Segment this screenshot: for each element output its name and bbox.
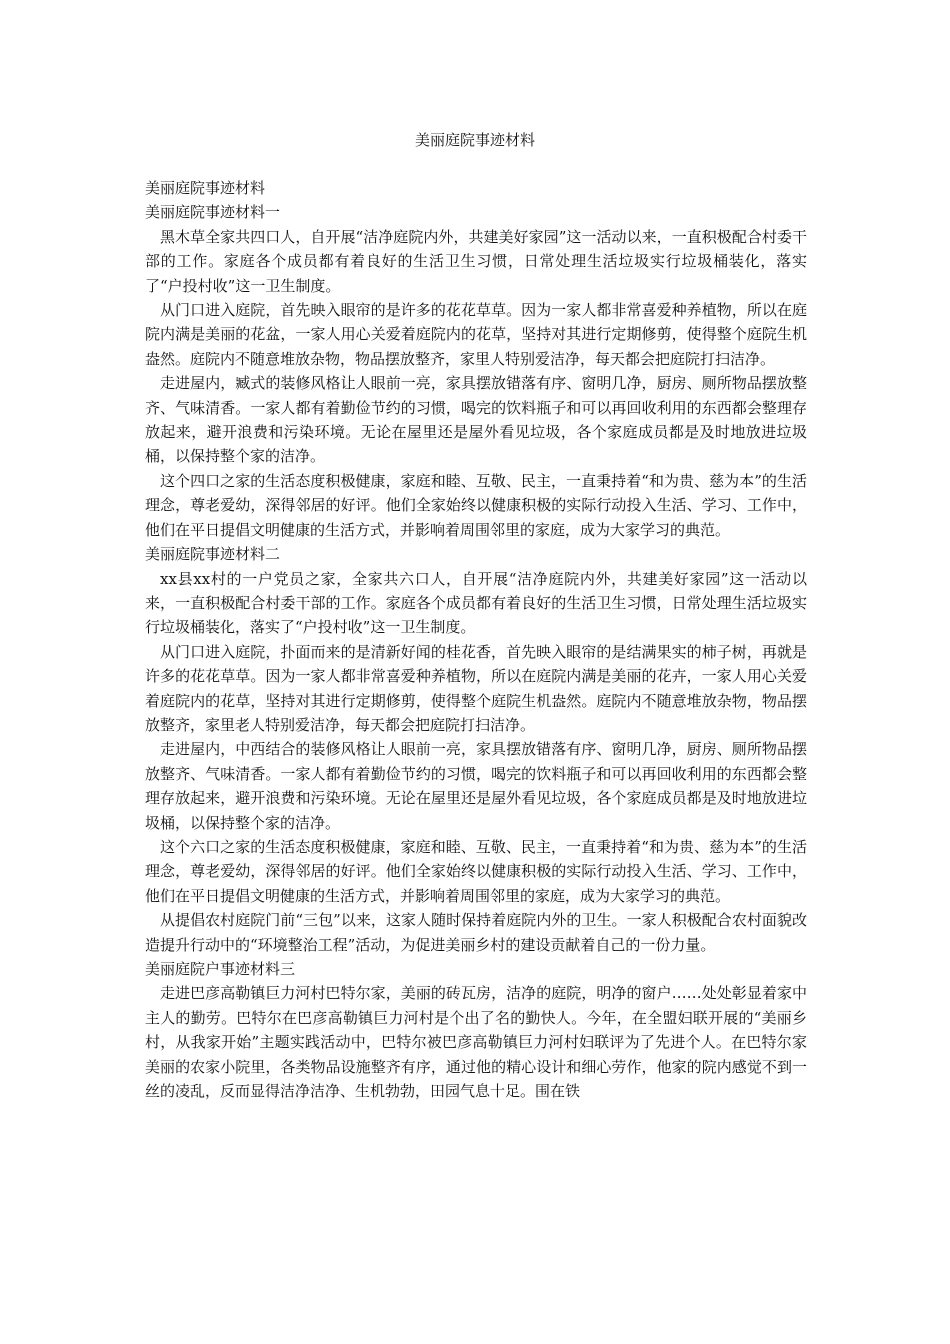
section-1-paragraph: 黑木草全家共四口人，自开展“洁净庭院内外，共建美好家园”这一活动以来，一直积极配合村委干部的工作。家庭各个成员都有着良好的生活卫生习惯，日常处理生活垃圾实行垃圾桶装化，落实了“户投村收”这一卫生制度。	[145, 227, 807, 295]
section-2-paragraph: 走进屋内，中西结合的装修风格让人眼前一亮，家具摆放错落有序、窗明几净，厨房、厕所物品摆放整齐、气味清香。一家人都有着勤俭节约的习惯，喝完的饮料瓶子和可以再回收利用的东西都会整理存放起来，避开浪费和污染环境。无论在屋里还是屋外看见垃圾，各个家庭成员都是及时地放进垃圾桶，以保持整个家的洁净。	[145, 740, 807, 832]
section-2-paragraph: 从提倡农村庭院门前“三包”以来，这家人随时保持着庭院内外的卫生。一家人积极配合农村面貌改造提升行动中的“环境整治工程”活动，为促进美丽乡村的建设贡献着自己的一份力量。	[145, 911, 807, 954]
section-heading-2: 美丽庭院事迹材料二	[145, 545, 281, 564]
section-2-paragraph: 从门口进入庭院，扑面而来的是清新好闻的桂花香，首先映入眼帘的是结满果实的柿子树，再就是许多的花花草草。因为一家人都非常喜爱种养植物，所以在庭院内满是美丽的花卉，一家人用心关爱着庭院内的花草，坚持对其进行定期修剪，使得整个庭院生机盎然。庭院内不随意堆放杂物，物品摆放整齐，家里老人特别爱洁净，每天都会把庭院打扫洁净。	[145, 642, 807, 734]
section-2-paragraph: xx县xx村的一户党员之家，全家共六口人，自开展“洁净庭院内外，共建美好家园”这一活动以来，一直积极配合村委干部的工作。家庭各个成员都有着良好的生活卫生习惯，日常处理生活垃圾实行垃圾桶装化，落实了“户投村收”这一卫生制度。	[145, 569, 807, 637]
document-body	[145, 176, 807, 1103]
section-heading-1: 美丽庭院事迹材料一	[145, 203, 281, 222]
section-3-paragraph: 走进巴彦高勒镇巨力河村巴特尔家，美丽的砖瓦房，洁净的庭院，明净的窗户……处处彰显着家中主人的勤劳。巴特尔在巴彦高勒镇巨力河村是个出了名的勤快人。今年，在全盟妇联开展的“美丽乡村，从我家开始”主题实践活动中，巴特尔被巴彦高勒镇巨力河村妇联评为了先进个人。在巴特尔家美丽的农家小院里，各类物品设施整齐有序，通过他的精心设计和细心劳作，他家的院内感觉不到一丝的凌乱，反而显得洁净洁净、生机勃勃，田园气息十足。围在铁	[145, 984, 807, 1101]
section-1-paragraph: 从门口进入庭院，首先映入眼帘的是许多的花花草草。因为一家人都非常喜爱种养植物，所以在庭院内满是美丽的花盆，一家人用心关爱着庭院内的花草，坚持对其进行定期修剪，使得整个庭院生机盎然。庭院内不随意堆放杂物，物品摆放整齐，家里人特别爱洁净，每天都会把庭院打扫洁净。	[145, 301, 807, 368]
document-title: 美丽庭院事迹材料	[414, 131, 535, 149]
section-1-paragraph: 走进屋内，臧式的装修风格让人眼前一亮，家具摆放错落有序、窗明几净，厨房、厕所物品摆放整齐、气味清香。一家人都有着勤俭节约的习惯，喝完的饮料瓶子和可以再回收利用的东西都会整理存放起来，避开浪费和污染环境。无论在屋里还是屋外看见垃圾，各个家庭成员都是及时地放进垃圾桶，以保持整个家的洁净。	[145, 374, 807, 466]
section-2-paragraph: 这个六口之家的生活态度积极健康，家庭和睦、互敬、民主，一直秉持着“和为贵、慈为本”的生活理念，尊老爱幼，深得邻居的好评。他们全家始终以健康积极的实际行动投入生活、学习、工作中，他们在平日提倡文明健康的生活方式，并影响着周围邻里的家庭，成为大家学习的典范。	[145, 837, 807, 905]
section-heading-3: 美丽庭院户事迹材料三	[145, 960, 296, 978]
section-1-paragraph: 这个四口之家的生活态度积极健康，家庭和睦、互敬、民主，一直秉持着“和为贵、慈为本”的生活理念，尊老爱幼，深得邻居的好评。他们全家始终以健康积极的实际行动投入生活、学习、工作中，他们在平日提倡文明健康的生活方式，并影响着周围邻里的家庭，成为大家学习的典范。	[145, 471, 807, 539]
document-heading: 美丽庭院事迹材料	[145, 179, 266, 197]
